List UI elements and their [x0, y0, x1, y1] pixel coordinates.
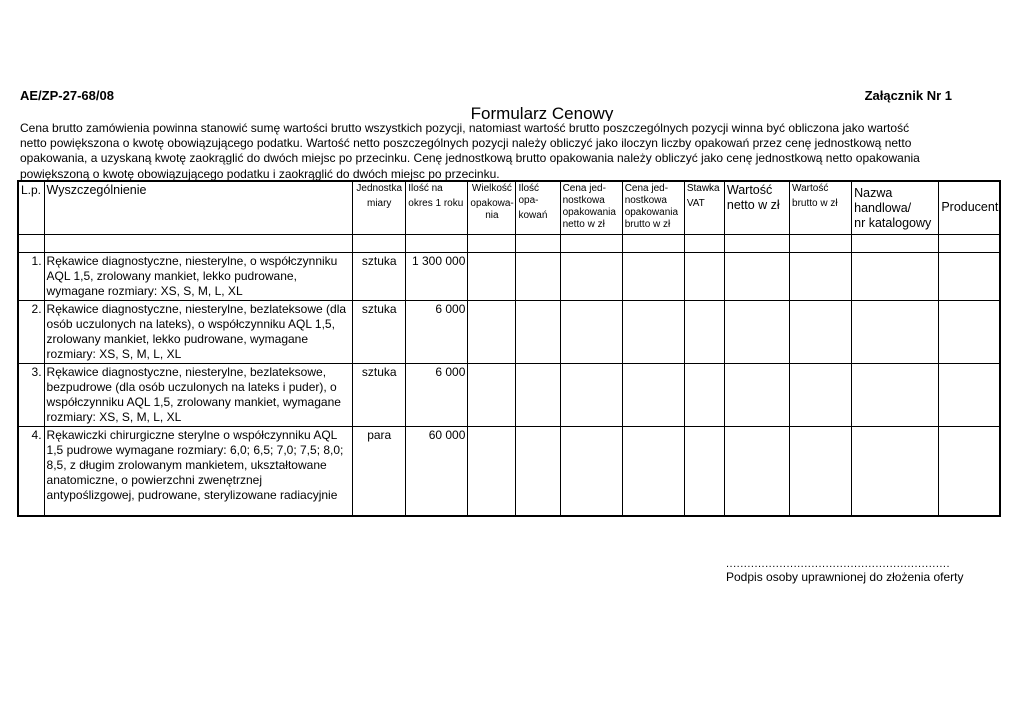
- cell-gross-value[interactable]: [790, 300, 852, 363]
- cell-package-size[interactable]: [468, 363, 516, 426]
- cell-unit-gross-price[interactable]: [622, 252, 684, 300]
- cell-net-value[interactable]: [724, 426, 789, 516]
- cell-net-value[interactable]: [724, 363, 789, 426]
- column-header-quantity: Ilość na okres 1 roku: [406, 181, 468, 234]
- page-title: Formularz Cenowy: [470, 104, 614, 121]
- cell-producer[interactable]: [939, 363, 1000, 426]
- cell-package-count[interactable]: [516, 363, 560, 426]
- row-unit: sztuka: [353, 300, 406, 363]
- row-number: 4.: [18, 426, 44, 516]
- cell-producer[interactable]: [939, 426, 1000, 516]
- intro-line: Cena brutto zamówienia powinna stanowić sumę wartości brutto wszystkich pozycji, natomiast wartość brutto poszczególnych pozycji winna być obliczona jako wartość: [20, 121, 910, 135]
- intro-text: [20, 121, 940, 182]
- cell-package-size[interactable]: [468, 252, 516, 300]
- cell-unit-gross-price[interactable]: [622, 426, 684, 516]
- column-header-trade-name: Nazwa handlowa/ nr katalogowy: [852, 181, 939, 234]
- row-unit: para: [353, 426, 406, 516]
- cell-vat-rate[interactable]: [684, 300, 724, 363]
- cell-trade-name[interactable]: [852, 363, 939, 426]
- table-row: [18, 300, 1000, 363]
- cell-gross-value[interactable]: [790, 426, 852, 516]
- table-row: [18, 252, 1000, 300]
- row-description: Rękawiczki chirurgiczne sterylne o współczynniku AQL 1,5 pudrowe wymagane rozmiary: 6,0; 6,5; 7,0; 7,5; 8,0; 8,5, z długim zrolowanym mankietem, ukształtowane anatomiczne, o powierzchni zwenętrznej antypoślizgowej, pudrowane, sterylizowane radiacyjnie: [44, 426, 353, 516]
- cell-vat-rate[interactable]: [684, 363, 724, 426]
- row-description: Rękawice diagnostyczne, niesterylne, o współczynniku AQL 1,5, zrolowany mankiet, lekko pudrowane, wymagane rozmiary: XS, S, M, L, XL: [44, 252, 353, 300]
- row-number: 2.: [18, 300, 44, 363]
- annex-label: Załącznik Nr 1: [864, 88, 952, 103]
- table-header-row: [18, 181, 1000, 234]
- column-header-net-value: Wartość netto w zł: [724, 181, 789, 234]
- cell-package-size[interactable]: [468, 426, 516, 516]
- row-number: 1.: [18, 252, 44, 300]
- table-row: [18, 426, 1000, 516]
- cell-trade-name[interactable]: [852, 300, 939, 363]
- intro-line: opakowania, a uzyskaną kwotę zaokrąglić do dwóch miejsc po przecinku. Cenę jednostkową brutto opakowania należy obliczyć jako cenę jednostkową netto opakowania: [20, 151, 920, 166]
- column-header-package-count: Ilość opa- kowań: [516, 181, 560, 234]
- cell-producer[interactable]: [939, 300, 1000, 363]
- cell-trade-name[interactable]: [852, 252, 939, 300]
- cell-gross-value[interactable]: [790, 363, 852, 426]
- cell-gross-value[interactable]: [790, 252, 852, 300]
- row-unit: sztuka: [353, 363, 406, 426]
- row-description: Rękawice diagnostyczne, niesterylne, bezlateksowe, bezpudrowe (dla osób uczulonych na lateks i puder), o współczynniku AQL 1,5, zrolowany mankiet, wymagane rozmiary: XS, S, M, L, XL: [44, 363, 353, 426]
- row-quantity: 1 300 000: [406, 252, 468, 300]
- column-header-description: Wyszczególnienie: [44, 181, 353, 234]
- column-header-package-size: Wielkość opakowa- nia: [468, 181, 516, 234]
- cell-unit-net-price[interactable]: [560, 363, 622, 426]
- cell-package-count[interactable]: [516, 252, 560, 300]
- cell-package-size[interactable]: [468, 300, 516, 363]
- column-header-unit-gross-price: Cena jed- nostkowa opakowania brutto w zł: [622, 181, 684, 234]
- column-header-unit-net-price: Cena jed- nostkowa opakowania netto w zł: [560, 181, 622, 234]
- intro-line: netto powiększona o kwotę obowiązującego podatku. Wartość netto poszczególnych pozycji należy obliczyć jako iloczyn liczby opakowań przez cenę jednostkową netto: [20, 136, 912, 151]
- cell-unit-net-price[interactable]: [560, 426, 622, 516]
- column-header-producer: Producent: [939, 181, 1000, 234]
- row-quantity: 60 000: [406, 426, 468, 516]
- signature-line: ...............................................................: [726, 558, 951, 570]
- row-unit: sztuka: [353, 252, 406, 300]
- column-header-unit: Jednostka miary: [353, 181, 406, 234]
- row-number: 3.: [18, 363, 44, 426]
- column-header-gross-value: Wartość brutto w zł: [790, 181, 852, 234]
- column-header-vat-rate: Stawka VAT: [684, 181, 724, 234]
- document-reference: AE/ZP-27-68/08: [20, 88, 114, 103]
- column-header-lp: L.p.: [18, 181, 44, 234]
- cell-vat-rate[interactable]: [684, 252, 724, 300]
- signature-label: Podpis osoby uprawnionej do złożenia oferty: [726, 570, 964, 584]
- cell-net-value[interactable]: [724, 300, 789, 363]
- row-description: Rękawice diagnostyczne, niesterylne, bezlateksowe (dla osób uczulonych na lateks), o współczynniku AQL 1,5, zrolowany mankiet, lekko pudrowane, wymagane rozmiary: XS, S, M, L, XL: [44, 300, 353, 363]
- table-spacer-row: [18, 234, 1000, 252]
- cell-net-value[interactable]: [724, 252, 789, 300]
- cell-unit-net-price[interactable]: [560, 300, 622, 363]
- cell-package-count[interactable]: [516, 426, 560, 516]
- price-form-table: [17, 180, 1001, 517]
- table-row: [18, 363, 1000, 426]
- cell-unit-gross-price[interactable]: [622, 363, 684, 426]
- cell-vat-rate[interactable]: [684, 426, 724, 516]
- cell-unit-gross-price[interactable]: [622, 300, 684, 363]
- cell-package-count[interactable]: [516, 300, 560, 363]
- intro-line: powiększoną o kwotę obowiązującego podatku i zaokrąglić do dwóch miejsc po przecinku.: [20, 166, 500, 181]
- cell-trade-name[interactable]: [852, 426, 939, 516]
- cell-unit-net-price[interactable]: [560, 252, 622, 300]
- row-quantity: 6 000: [406, 300, 468, 363]
- cell-producer[interactable]: [939, 252, 1000, 300]
- row-quantity: 6 000: [406, 363, 468, 426]
